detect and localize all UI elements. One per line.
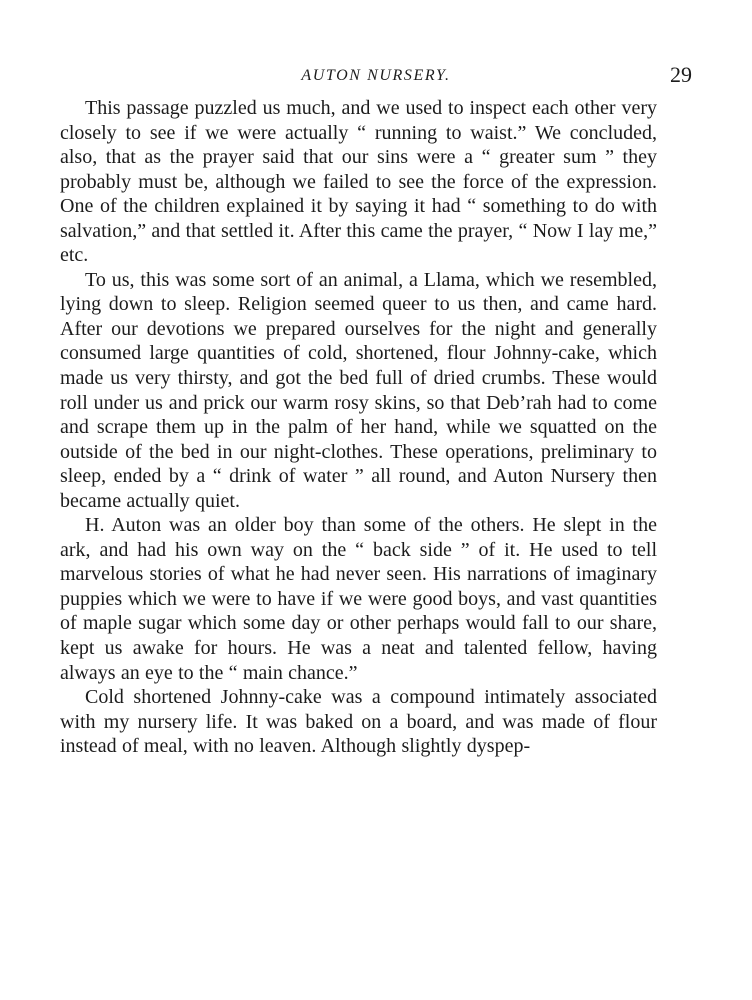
body-text [60, 96, 657, 759]
running-title: AUTON NURSERY. [301, 67, 451, 84]
running-header [60, 62, 692, 90]
paragraph-4: Cold shortened Johnny-cake was a compound intimately associated with my nursery life. It was baked on a board, and was made of flour instead of meal, with no leaven. Although slightly dyspep- [60, 686, 657, 758]
page-number: 29 [670, 62, 692, 87]
paragraph-2: To us, this was some sort of an animal, a Llama, which we resembled, lying down to sleep. Religion seemed queer to us then, and came hard. After our devotions we prepared ourselves for the night and generally consumed large quantities of cold, shortened, flour Johnny-cake, which made us very thirsty, and got the bed full of dried crumbs. These would roll under us and prick our warm rosy skins, so that Deb’rah had to come and scrape them up in the palm of her hand, while we squatted on the outside of the bed in our night-clothes. These operations, preliminary to sleep, ended by a “ drink of water ” all round, and Auton Nursery then became actually quiet. [60, 268, 657, 512]
paragraph-1: This passage puzzled us much, and we used to inspect each other very closely to see if we were actually “ running to waist.” We concluded, also, that as the prayer said that our sins were a “ greater sum ” they probably must be, although we failed to see the force of the expression. One of the children explained it by saying it had “ something to do with salvation,” and that settled it. After this came the prayer, “ Now I lay me,” etc. [60, 97, 657, 267]
paragraph-3: H. Auton was an older boy than some of the others. He slept in the ark, and had his own way on the “ back side ” of it. He used to tell marvelous stories of what he had never seen. His narrations of imaginary puppies which we were to have if we were good boys, and vast quantities of maple sugar which some day or other perhaps would fall to our share, kept us awake for hours. He was a neat and talented fellow, having always an eye to the “ main chance.” [60, 514, 657, 684]
